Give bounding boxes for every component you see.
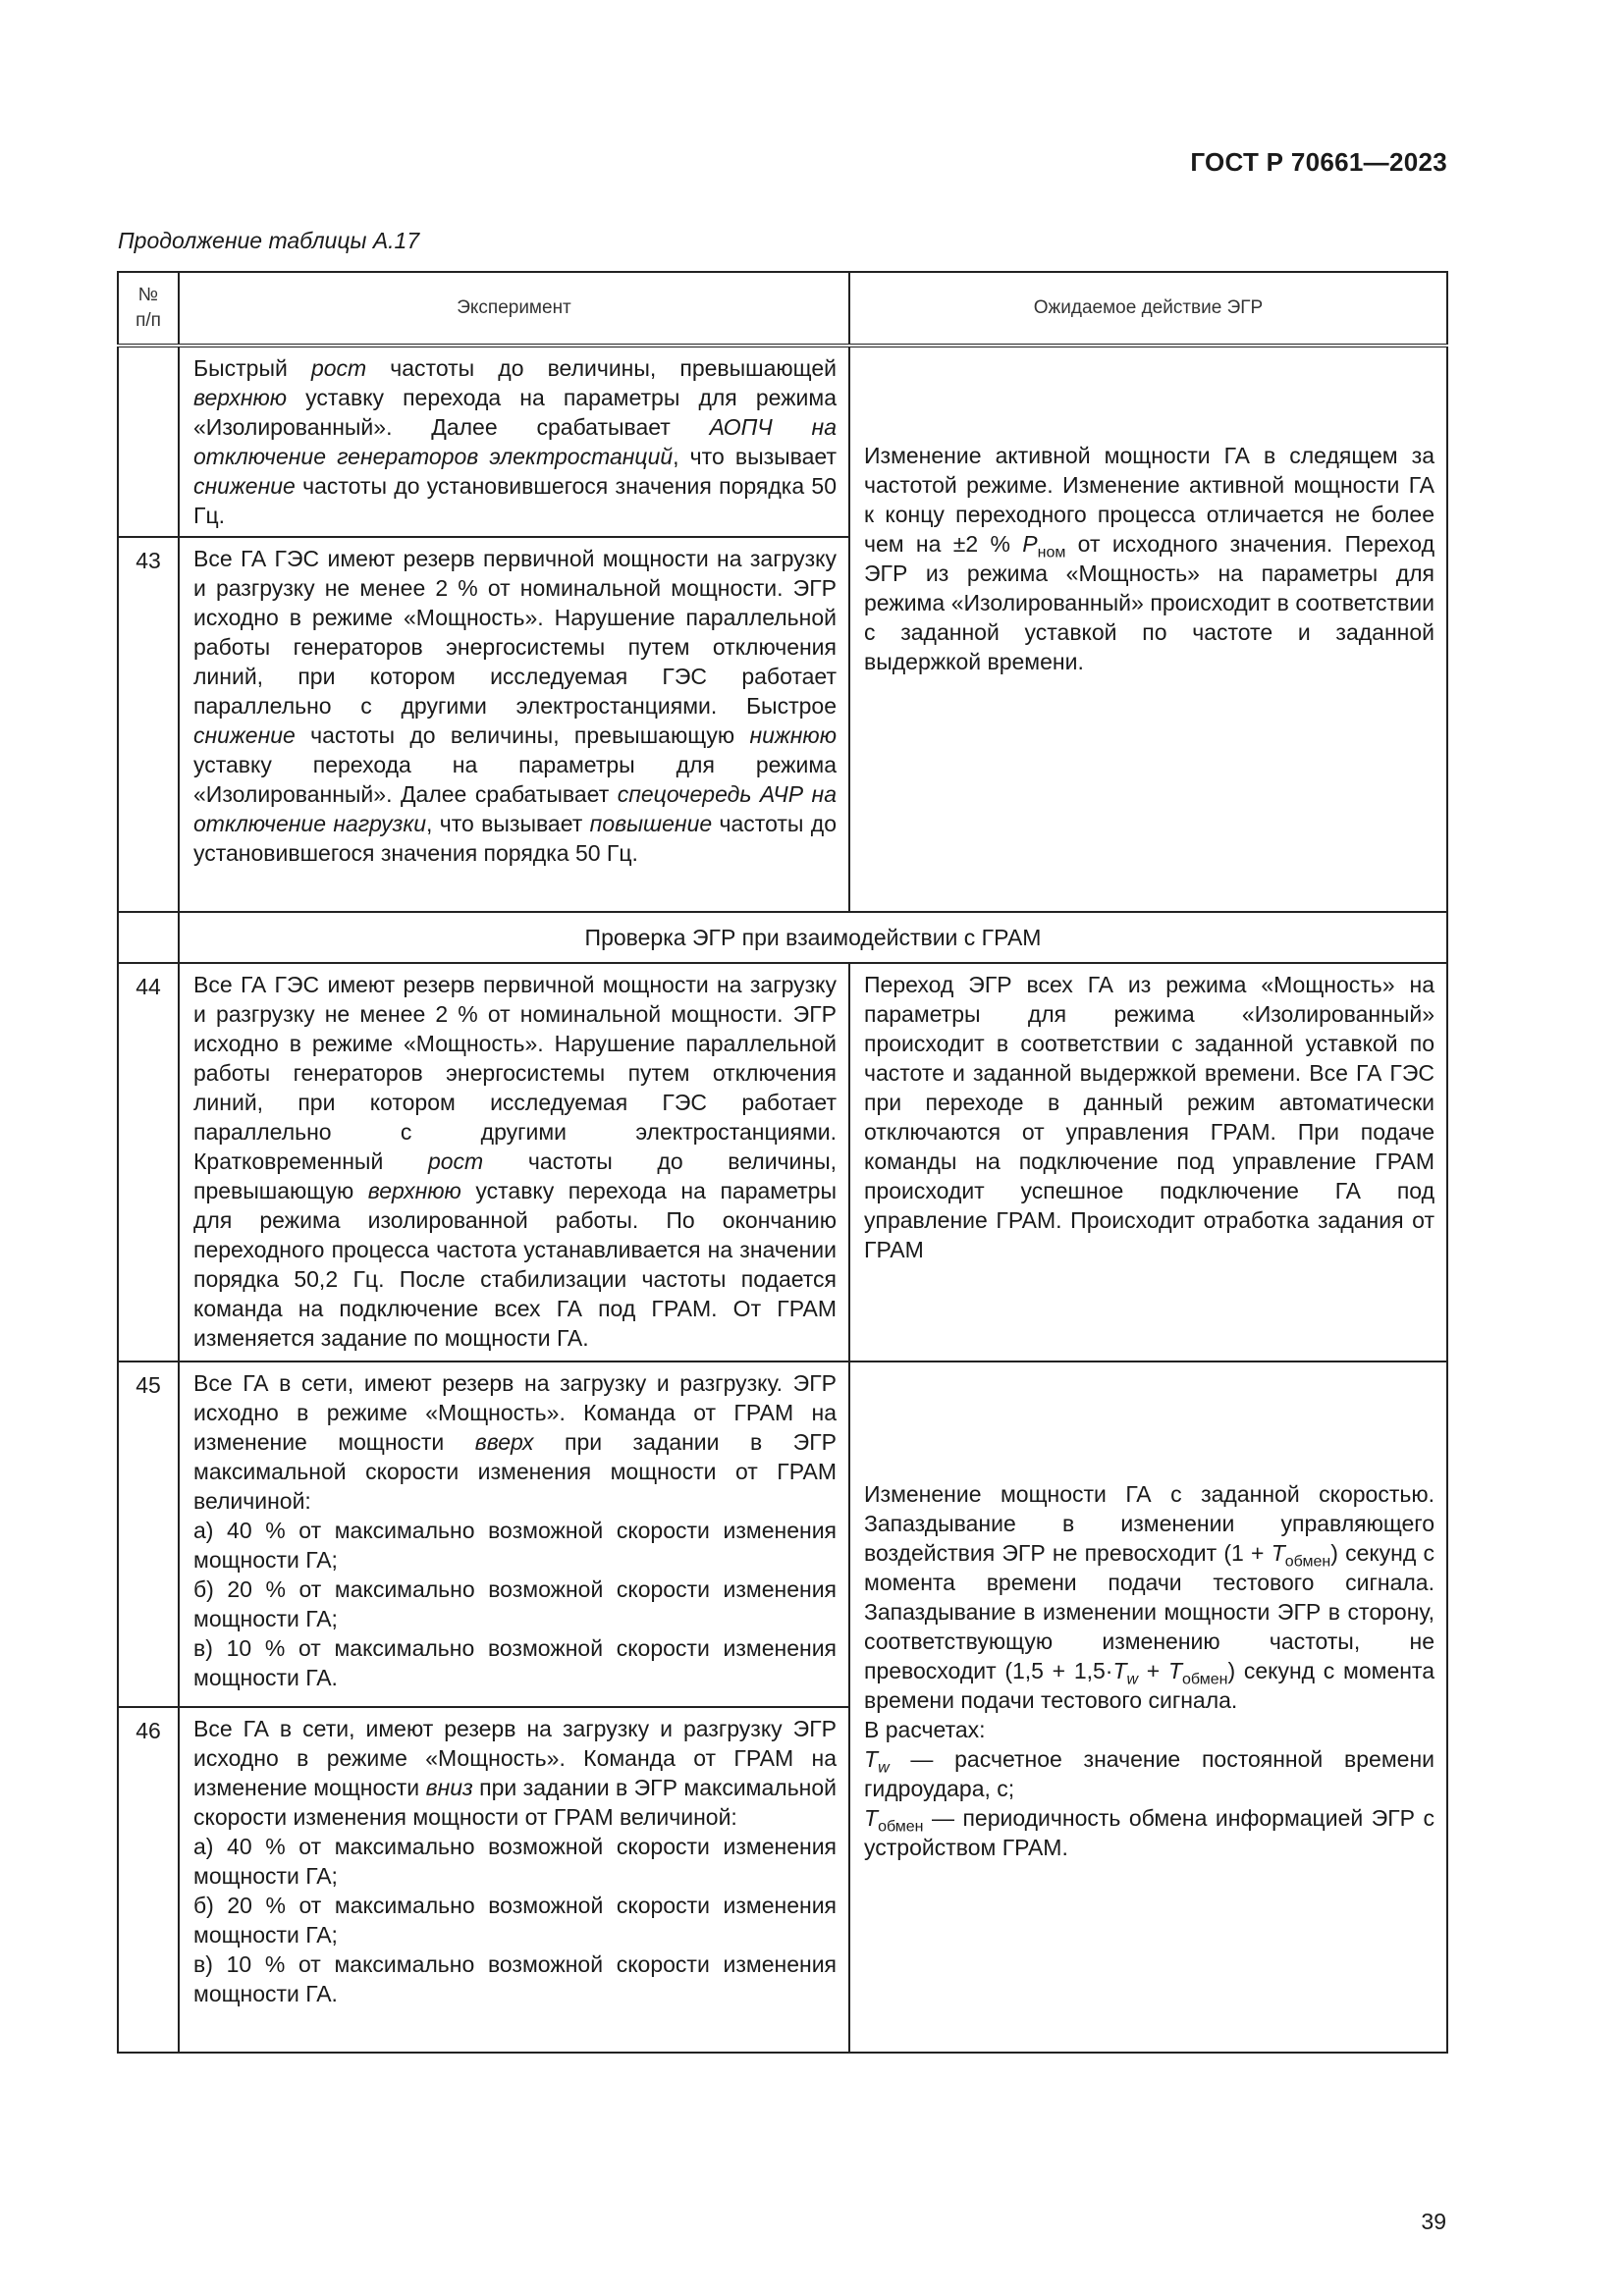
expected-cell-44: Переход ЭГР всех ГА из режима «Мощность» на параметры для режима «Изолированный» происходит в соответствии с заданной уставкой по частоте и заданной выдержкой времени. Все ГА ГЭС при переходе в данный режим автоматически отключаются от управления ГРАМ. При подаче команды на подключение под управление ГРАМ происходит успешное подключение ГА под управление ГРАМ. Происходит отработка задания от ГРАМ <box>849 963 1447 1362</box>
text: Все ГА ГЭС имеют резерв первичной мощности на загрузку и разгрузку не менее 2 % от номинальной мощности. ЭГР исходно в режиме «Мощность». Нарушение параллельной работы генераторов энергосистемы путем отключения линий, при котором исследуемая ГЭС работает параллельно с другими электростанциями. Быстрое <box>193 546 837 719</box>
col-header-expected: Ожидаемое действие ЭГР <box>849 272 1447 346</box>
col-header-experiment: Эксперимент <box>179 272 849 346</box>
subscript: w <box>1126 1671 1139 1688</box>
tobmen-definition <box>864 1803 1435 1862</box>
experiment-cell-44 <box>179 963 849 1362</box>
text: Изменение мощности ГА с заданной скоростью. Запаздывание в изменении управляющего воздействия ЭГР не превосходит (1 + <box>864 1481 1435 1566</box>
row-num-44: 44 <box>118 963 179 1362</box>
subscript: обмен <box>1284 1553 1331 1571</box>
text-italic: T <box>864 1746 879 1772</box>
text: Изменение активной мощности ГА в следящем за частотой режиме. Изменение активной мощности ГА к концу переходного процесса отличается не более чем на ±2 % <box>864 443 1435 557</box>
table-row-45 <box>118 1362 1447 1707</box>
section-title: Проверка ЭГР при взаимодействии с ГРАМ <box>179 912 1447 963</box>
text: — расчетное значение постоянной времени гидроудара, с; <box>864 1746 1435 1801</box>
text-italic: T <box>1167 1658 1183 1683</box>
text: уставку перехода на параметры для режима «Изолированный». Далее срабатывает <box>193 752 837 807</box>
list-item: б) 20 % от максимально возможной скорости изменения мощности ГА; <box>193 1576 837 1631</box>
table-caption: Продолжение таблицы А.17 <box>118 228 420 253</box>
text: от исходного значения. Переход ЭГР из режима «Мощность» на параметры для режима «Изолированный» происходит в соответствии с заданной уставкой по частоте и заданной выдержкой времени. <box>864 531 1435 674</box>
text-italic: снижение <box>193 473 296 499</box>
list-item: а) 40 % от максимально возможной скорости изменения мощности ГА; <box>193 1518 837 1573</box>
text: Все ГА ГЭС имеют резерв первичной мощности на загрузку и разгрузку не менее 2 % от номинальной мощности. ЭГР исходно в режиме «Мощность». Нарушение параллельной работы генераторов энергосистемы путем отключения линий, при котором исследуемая ГЭС работает параллельно с другими электростанциями. Кратковременный <box>193 972 837 1174</box>
list-item: а) 40 % от максимально возможной скорости изменения мощности ГА; <box>193 1834 837 1889</box>
table-row-continued <box>118 346 1447 537</box>
requirements-table <box>117 271 1448 2054</box>
table-header-row <box>118 272 1447 346</box>
expected-cell-43 <box>849 346 1447 912</box>
row-num-45: 45 <box>118 1362 179 1707</box>
text: — периодичность обмена информацией ЭГР с устройством ГРАМ. <box>864 1805 1435 1860</box>
tw-definition <box>864 1744 1435 1803</box>
text-italic: T <box>1271 1540 1285 1566</box>
text-italic: спецочередь АЧР на отключение нагрузки <box>193 781 837 836</box>
text-italic: рост <box>427 1148 484 1174</box>
text: , что вызывает <box>673 444 837 469</box>
experiment-cell-continued <box>179 346 849 537</box>
list-item: в) 10 % от максимально возможной скорости изменения мощности ГА. <box>193 1951 837 2006</box>
text-italic: T <box>1112 1658 1127 1683</box>
list-item: в) 10 % от максимально возможной скорости изменения мощности ГА. <box>193 1635 837 1690</box>
text-italic: вверх <box>474 1429 534 1455</box>
page-number: 39 <box>1421 2209 1446 2234</box>
text: частоты до установившегося значения порядка 50 Гц. <box>193 811 837 866</box>
section-num-empty <box>118 912 179 963</box>
text-italic: верхнюю <box>193 385 288 410</box>
standard-number: ГОСТ Р 70661—2023 <box>1190 147 1447 177</box>
text: уставку перехода на параметры для режима изолированной работы. По окончанию переходного процесса частота устанавливается на значении порядка 50,2 Гц. После стабилизации частоты подается команда на подключение всех ГА под ГРАМ. От ГРАМ изменяется задание по мощности ГА. <box>193 1178 837 1351</box>
section-row <box>118 912 1447 963</box>
row-num-43: 43 <box>118 537 179 912</box>
subscript: обмен <box>1182 1671 1228 1688</box>
text-italic: верхнюю <box>367 1178 461 1203</box>
subscript: w <box>878 1759 890 1777</box>
experiment-cell-46 <box>179 1707 849 2053</box>
text-italic: рост <box>310 355 367 381</box>
text: ) секунд с момента времени подачи тестового сигнала. Запаздывание в изменении мощности ЭГР в сторону, соответствующую изменению частоты, не превосходит (1,5 + 1,5· <box>864 1540 1435 1683</box>
text-italic: повышение <box>589 811 713 836</box>
text-italic: АОПЧ на отключение генераторов электростанций <box>193 414 838 469</box>
experiment-cell-45 <box>179 1362 849 1707</box>
calc-label: В расчетах: <box>864 1717 986 1742</box>
text: при задании в ЭГР максимальной скорости изменения мощности от ГРАМ величиной: <box>193 1429 837 1514</box>
table-row-44 <box>118 963 1447 1362</box>
text: + <box>1138 1658 1168 1683</box>
text: при задании в ЭГР максимальной скорости изменения мощности от ГРАМ величиной: <box>193 1775 838 1830</box>
text: частоты до величины, превышающей <box>366 355 837 381</box>
text-italic: вниз <box>425 1775 473 1800</box>
expected-cell-45-46 <box>849 1362 1447 2053</box>
subscript: обмен <box>878 1818 924 1836</box>
experiment-cell-43 <box>179 537 849 912</box>
text: Быстрый <box>193 355 311 381</box>
text: Все ГА в сети, имеют резерв на загрузку и разгрузку. ЭГР исходно в режиме «Мощность». Команда от ГРАМ на изменение мощности <box>193 1370 837 1455</box>
col-header-num-text: № п/п <box>135 285 161 331</box>
text-italic: снижение <box>193 722 296 748</box>
text: уставку перехода на параметры для режима «Изолированный». Далее срабатывает <box>193 385 837 440</box>
text: частоты до величины, превышающую <box>193 1148 837 1203</box>
col-header-num <box>118 272 179 346</box>
list-item: б) 20 % от максимально возможной скорости изменения мощности ГА; <box>193 1893 837 1948</box>
text-italic: T <box>864 1805 879 1831</box>
text: частоты до установившегося значения порядка 50 Гц. <box>193 473 837 528</box>
row-num-46: 46 <box>118 1707 179 2053</box>
text: Все ГА в сети, имеют резерв на загрузку и разгрузку ЭГР исходно в режиме «Мощность». Команда от ГРАМ на изменение мощности <box>193 1716 837 1800</box>
text-italic: P <box>1022 531 1038 557</box>
text: , что вызывает <box>426 811 590 836</box>
text-italic: нижнюю <box>749 722 837 748</box>
subscript: ном <box>1037 544 1066 561</box>
row-num-empty <box>118 346 179 537</box>
text: частоты до величины, превышающую <box>295 722 750 748</box>
text: ) секунд с момента времени подачи тестового сигнала. <box>864 1658 1435 1713</box>
